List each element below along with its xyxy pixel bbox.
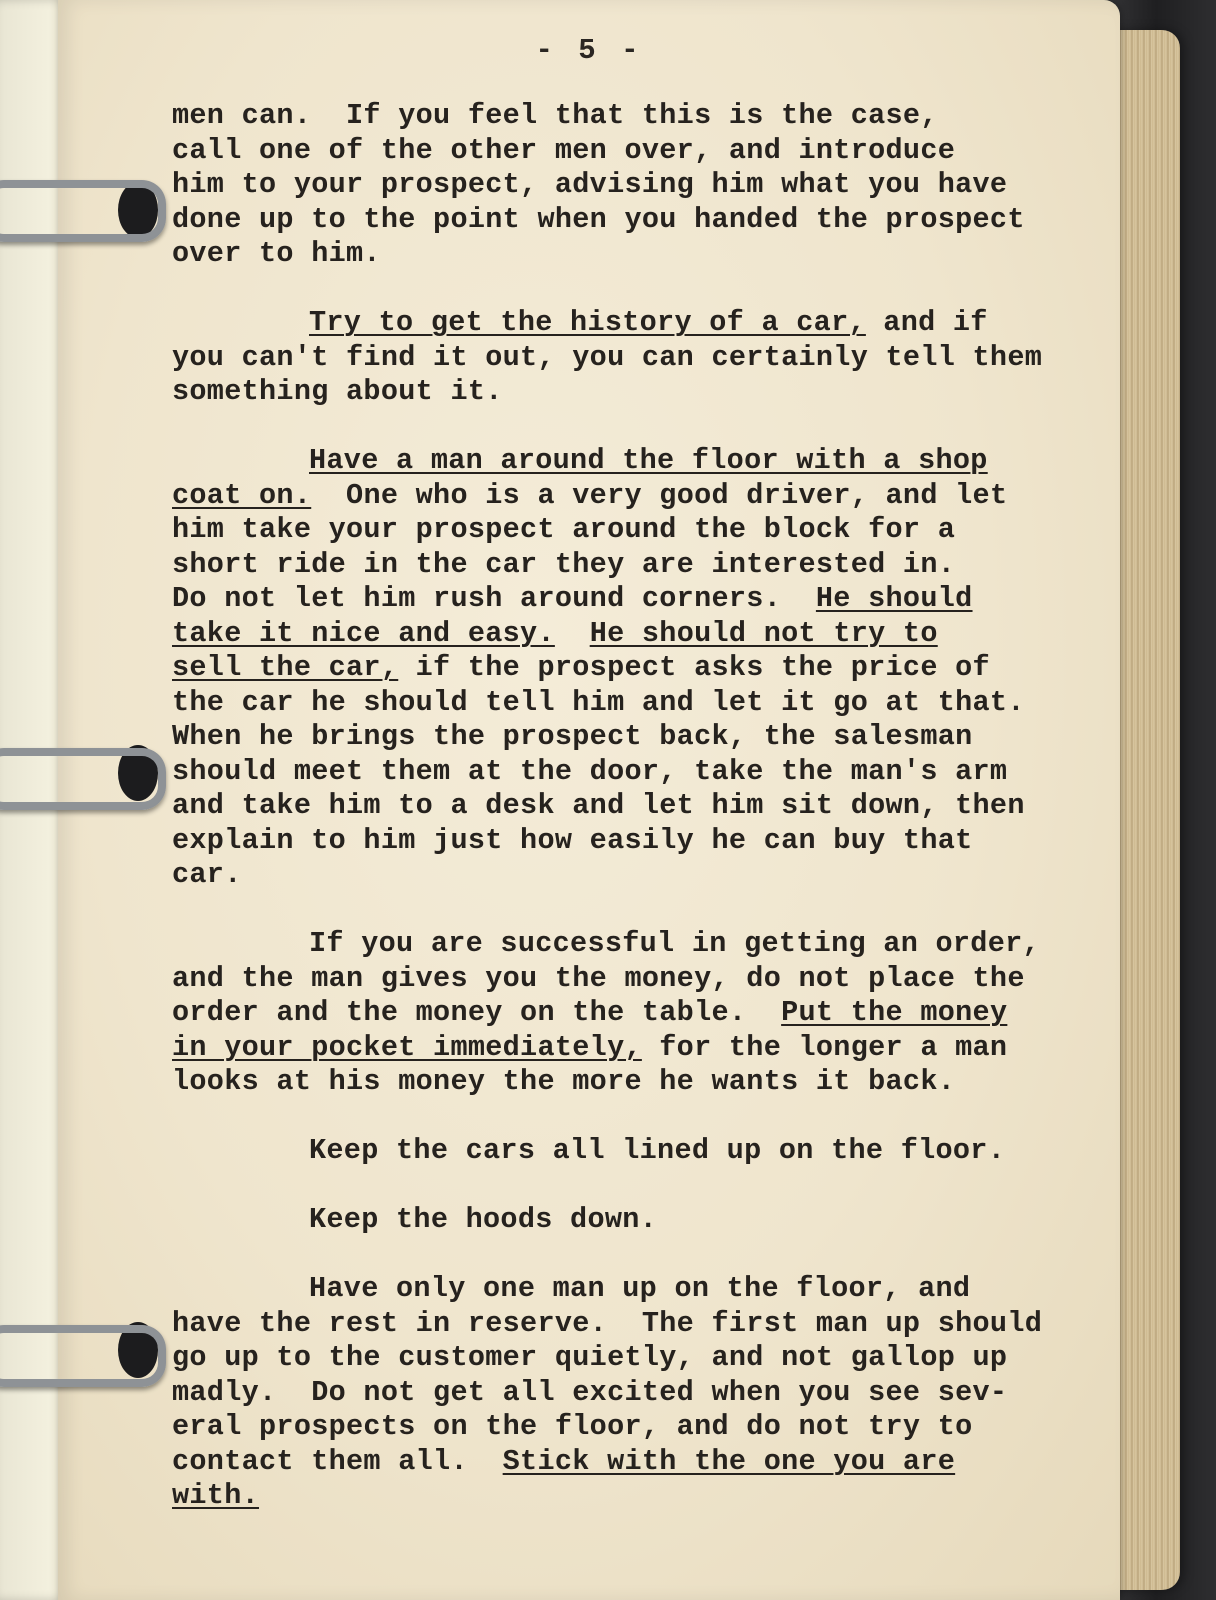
text-line: [172, 134, 1072, 169]
binder-ring-icon: [0, 180, 166, 242]
text-line: [172, 375, 1072, 410]
text-line: [172, 444, 1072, 479]
text-segment: order and the money on the table.: [172, 996, 782, 1029]
text-line: [172, 1341, 1072, 1376]
text-segment: go up to the customer quietly, and not gallop up: [172, 1341, 1008, 1374]
text-line: [172, 996, 1072, 1031]
text-line: [172, 203, 1072, 238]
text-line: [172, 858, 1072, 893]
underlined-text: coat on.: [172, 478, 312, 512]
text-segment: call one of the other men over, and introduce: [172, 133, 956, 167]
text-segment: and the man gives you the money, do not place the: [172, 961, 1025, 995]
text-segment: short ride in the car they are interested in.: [172, 547, 956, 581]
text-segment: something about it.: [172, 375, 503, 408]
text-segment: contact them all.: [172, 1444, 503, 1478]
text-line: [172, 168, 1072, 203]
page-body-text: [172, 99, 1072, 1548]
text-segment: looks at his money the more he wants it back.: [172, 1065, 956, 1098]
text-line: [172, 479, 1072, 514]
binder-ring-icon: [0, 1325, 166, 1387]
stacked-page-edges: [1110, 30, 1180, 1590]
text-segment: eral prospects on the floor, and do not try to: [172, 1410, 973, 1443]
text-segment: the car he should tell him and let it go at that.: [172, 685, 1025, 719]
text-line: [172, 1445, 1072, 1480]
text-line: [172, 789, 1072, 824]
paragraph: [172, 1203, 1072, 1238]
underlined-text: Have a man around the floor with a shop: [309, 444, 988, 477]
text-line: [172, 306, 1072, 341]
text-line: [172, 962, 1072, 997]
paragraph: [172, 1272, 1072, 1514]
text-segment: have the rest in reserve. The first man up should: [172, 1306, 1043, 1340]
underlined-text: He should not try to: [589, 616, 938, 650]
text-segment: if the prospect asks the price of: [398, 651, 990, 684]
paragraph: [172, 1134, 1072, 1169]
underlined-text: Try to get the history of a car,: [309, 306, 866, 339]
text-segment: explain to him just how easily he can buy that: [172, 823, 973, 857]
text-segment: [555, 617, 590, 650]
underlined-text: with.: [172, 1479, 260, 1512]
text-line: [172, 341, 1072, 376]
underlined-text: in your pocket immediately,: [172, 1030, 642, 1064]
underlined-text: take it nice and easy.: [172, 616, 555, 650]
text-line: [172, 513, 1072, 548]
text-line: [172, 1203, 1072, 1238]
text-line: [172, 237, 1072, 272]
text-segment: him to your prospect, advising him what you have: [172, 168, 1008, 201]
text-segment: If you are successful in getting an order,: [309, 927, 1040, 960]
text-segment: When he brings the prospect back, the salesman: [172, 720, 973, 753]
underlined-text: Put the money: [781, 996, 1008, 1029]
text-line: [172, 582, 1072, 617]
text-line: [172, 99, 1072, 134]
text-line: [172, 1410, 1072, 1445]
text-line: [172, 720, 1072, 755]
underlined-text: He should: [815, 582, 973, 615]
text-segment: and if: [865, 306, 988, 339]
paragraph: [172, 99, 1072, 272]
text-line: [172, 927, 1072, 962]
text-segment: over to him.: [172, 237, 381, 270]
text-segment: Do not let him rush around corners.: [172, 582, 816, 615]
text-segment: you can't find it out, you can certainly tell them: [172, 340, 1043, 374]
text-segment: should meet them at the door, take the man's arm: [172, 754, 1008, 788]
text-segment: Keep the hoods down.: [309, 1203, 658, 1236]
text-segment: done up to the point when you handed the prospect: [172, 202, 1025, 236]
text-segment: for the longer a man: [641, 1030, 1008, 1064]
text-segment: madly. Do not get all excited when you see sev-: [172, 1375, 1008, 1409]
text-line: [172, 755, 1072, 790]
text-segment: One who is a very good driver, and let: [311, 478, 1008, 512]
text-line: [172, 548, 1072, 583]
text-segment: men can. If you feel that this is the case,: [172, 99, 938, 132]
text-line: [172, 1376, 1072, 1411]
text-line: [172, 686, 1072, 721]
text-segment: and take him to a desk and let him sit down, then: [172, 789, 1025, 822]
text-segment: Keep the cars all lined up on the floor.: [309, 1134, 1006, 1167]
paragraph: [172, 306, 1072, 410]
underlined-text: Stick with the one you are: [502, 1444, 956, 1478]
text-line: [172, 1065, 1072, 1100]
text-segment: car.: [172, 858, 242, 891]
underlined-text: sell the car,: [172, 651, 399, 684]
text-line: [172, 1134, 1072, 1169]
document-page: [58, 0, 1120, 1600]
text-line: [172, 1307, 1072, 1342]
text-line: [172, 651, 1072, 686]
text-segment: him take your prospect around the block for a: [172, 513, 956, 546]
text-line: [172, 617, 1072, 652]
text-line: [172, 1272, 1072, 1307]
text-line: [172, 1479, 1072, 1514]
binder-ring-icon: [0, 748, 166, 810]
text-segment: Have only one man up on the floor, and: [309, 1272, 971, 1305]
page-number: - 5 -: [535, 34, 643, 67]
paragraph: [172, 444, 1072, 893]
paragraph: [172, 927, 1072, 1100]
text-line: [172, 824, 1072, 859]
text-line: [172, 1031, 1072, 1066]
